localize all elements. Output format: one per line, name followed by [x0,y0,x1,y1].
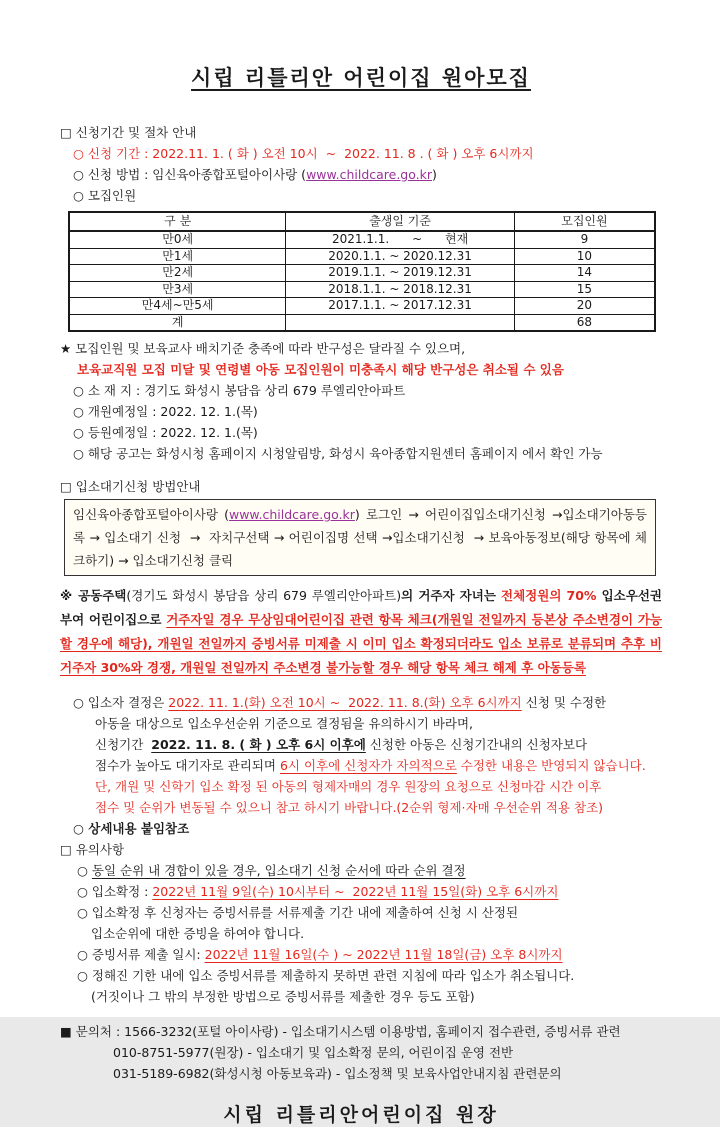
deadline-date-highlight: 2022. 11. 8. ( 화 ) 오후 6시 이후에 [151,737,366,752]
caution-item-5: ○ 정해진 기한 내에 입소 증빙서류를 제출하지 못하면 관련 지침에 따라 입소가 취소됩니다. [77,968,575,983]
waitlist-box-steps: ) 로그인 → 어린이집입소대기신청 →입소대기아동등록 → 입소대기 신청 → 자치구선택 → 어린이집명 선택 →입소대기신청 → 보육아동정보(해당 항목에 체크하기) → 입소대기신청 클릭 [73,507,647,568]
table-row-total [69,314,655,331]
class-change-note: ★ 모집인원 및 보육교사 배치기준 충족에 따라 반구성은 달라질 수 있으며, [60,341,466,356]
caution-item-3-cont: 입소순위에 대한 증빙을 하여야 합니다. [91,926,305,941]
waitlist-procedure-box [64,499,656,576]
cell-birth: 2017.1.1. ~ 2017.12.31 [286,298,515,315]
decision-prefix: ○ 입소자 결정은 [73,695,169,710]
page-title: 시립 리틀리안 어린이집 원아모집 [191,66,531,90]
cell-birth: 2018.1.1. ~ 2018.12.31 [286,281,515,298]
apt-priority-text: 입소우선권 부여 어린이집으로 [60,588,667,627]
late-change-note: 수정한 내용은 반영되지 않습니다. [456,758,646,773]
bullet: ○ [77,863,92,878]
cell-count: 68 [514,314,655,331]
caution-item-5-cont: (거짓이나 그 밖의 부정한 방법으로 증빙서류를 제출한 경우 등도 포함) [91,989,475,1004]
cell-count: 15 [514,281,655,298]
apt-label: ※ 공동주택 [60,588,127,603]
apt-quota-highlight: 전체정원의 70% [501,588,597,603]
table-row [69,281,655,298]
cell-birth [286,314,515,331]
caution-item-3: ○ 입소확정 후 신청자는 증빙서류를 서류제출 기간 내에 제출하여 신청 시 산정된 [77,905,519,920]
tiebreak-rule-text: 동일 순위 내 경합이 있을 경우, 입소대기 신청 순서에 따라 순위 결정 [91,863,466,878]
confirm-period-highlight: 2022년 11월 9일(수) 10시부터 ~ 2022년 11월 15일(화) 오후 6시까지 [152,884,559,899]
confirm-label: ○ 입소확정 : [77,884,153,899]
waitlist-manage-text: 점수가 높아도 대기자로 관리되며 [95,758,280,773]
table-row [69,265,655,282]
deadline-suffix: 신청한 아동은 신청기간내의 신청자보다 [365,737,588,752]
childcare-url-link[interactable]: www.childcare.go.kr [306,167,433,182]
cell-count: 9 [514,231,655,248]
apply-method-suffix: ) [432,167,437,182]
section-caution-heading: □ 유의사항 [60,842,125,857]
announcement-location-line: ○ 해당 공고는 화성시청 홈페이지 시청알림방, 화성시 육아종합지원센터 홈페이지 에서 확인 가능 [73,446,603,461]
col-header-count: 모집인원 [514,212,655,231]
section-waitlist-heading: □ 입소대기신청 방법안내 [60,479,201,494]
cell-count: 20 [514,298,655,315]
contact-line-1: ■ 문의처 : 1566-3232(포털 아이사랑) - 입소대기시스템 이용방법, 홈페이지 접수관련, 증빙서류 관련 [60,1024,621,1039]
contact-line-3: 031-5189-6982(화성시청 아동보육과) - 입소정책 및 보육사업안내지침 관련문의 [113,1066,562,1081]
caution-item-2 [60,881,662,902]
apartment-priority-paragraph [60,584,667,680]
apt-conditions-highlight: 거주자일 경우 무상임대어린이집 관련 항목 체크(개원일 전일까지 등본상 주소변경이 가능할 경우에 해당), 개원일 전일까지 증빙서류 미제출 시 이미 입소 확정되더라도 입소 보류로 분류되며 추후 비거주자 30%와 경쟁, 개원일 전일까지 주소변경 불가능할 경우 해당 항목 체크 해제 후 아동등록 [60,612,662,675]
docs-submit-period-highlight: 2022년 11월 16일(수 ) ~ 2022년 11월 18일(금) 오후 8시까지 [204,947,563,962]
table-row [69,298,655,315]
contact-line-2: 010-8751-5977(원장) - 입소대기 및 입소확정 문의, 어린이집 운영 전반 [113,1045,514,1060]
late-change-highlight: 6시 이후에 신청자가 자의적으로 [279,758,457,773]
table-row [69,231,655,248]
decision-suffix: 신청 및 수정한 [521,695,607,710]
open-date-line: ○ 개원예정일 : 2022. 12. 1.(목) [73,404,258,419]
apply-period-line: ○ 신청 기간 : 2022.11. 1. ( 화 ) 오전 10시 ~ 2022. 11. 8 . ( 화 ) 오후 6시까지 [73,146,534,161]
class-cancel-note: 보육교직원 모집 미달 및 연령별 아동 모집인원이 미충족시 해당 반구성은 취소될 수 있음 [77,362,564,377]
deadline-label: 신청기간 [95,737,152,752]
decision-line-5: 단, 개원 및 신학기 입소 확정 된 아동의 형제자매의 경우 원장의 요청으로 신청마감 시간 이후 [95,779,602,794]
cell-age: 만3세 [69,281,286,298]
decision-line-1 [60,692,662,713]
cell-age: 만0세 [69,231,286,248]
col-header-category: 구 분 [69,212,286,231]
attend-date-line: ○ 등원예정일 : 2022. 12. 1.(목) [73,425,258,440]
decision-line-6: 점수 및 순위가 변동될 수 있으니 참고 하시기 바랍니다.(2순위 형제·자매 우선순위 적용 참조) [95,800,604,815]
caution-item-1 [60,860,662,881]
recruit-count-label: ○ 모집인원 [73,188,137,203]
table-header-row [69,212,655,231]
docs-submit-label: ○ 증빙서류 제출 일시: [77,947,205,962]
recruit-table [68,211,656,332]
apt-address: (경기도 화성시 봉담읍 상리 679 루엘리안아파트) [126,588,402,603]
col-header-birthdate: 출생일 기준 [286,212,515,231]
cell-birth: 2020.1.1. ~ 2020.12.31 [286,248,515,265]
caution-item-4 [60,944,662,965]
apply-method-text: ○ 신청 방법 : 임신육아종합포털아이사랑 ( [73,167,307,182]
apt-resident-text: 의 거주자 자녀는 [401,588,502,603]
address-line: ○ 소 재 지 : 경기도 화성시 봉담읍 상리 679 루엘리안아파트 [73,383,406,398]
contact-block [60,1021,662,1084]
section-apply-heading: □ 신청기간 및 절차 안내 [60,125,197,140]
apply-method-line [60,164,662,185]
decision-line-4 [60,755,662,776]
cell-age: 만2세 [69,265,286,282]
table-row [69,248,655,265]
signature-line: 시립 리틀리안어린이집 원장 [223,1104,499,1126]
detail-attachment-line: ○ 상세내용 붙임참조 [73,821,190,836]
cell-count: 14 [514,265,655,282]
cell-birth: 2021.1.1. ~ 현재 [286,231,515,248]
decision-line-2: 아동을 대상으로 입소우선순위 기준으로 결정됨을 유의하시기 바라며, [95,716,473,731]
childcare-url-link[interactable]: www.childcare.go.kr [228,507,355,522]
decision-line-3 [60,734,662,755]
waitlist-box-text: 임신육아종합포털아이사랑 ( [73,507,229,522]
cell-age: 만4세~만5세 [69,298,286,315]
decision-period-highlight: 2022. 11. 1.(화) 오전 10시 ~ 2022. 11. 8.(화) 오후 6시까지 [168,695,522,710]
cell-count: 10 [514,248,655,265]
cell-age: 만1세 [69,248,286,265]
cell-birth: 2019.1.1. ~ 2019.12.31 [286,265,515,282]
cell-age: 계 [69,314,286,331]
